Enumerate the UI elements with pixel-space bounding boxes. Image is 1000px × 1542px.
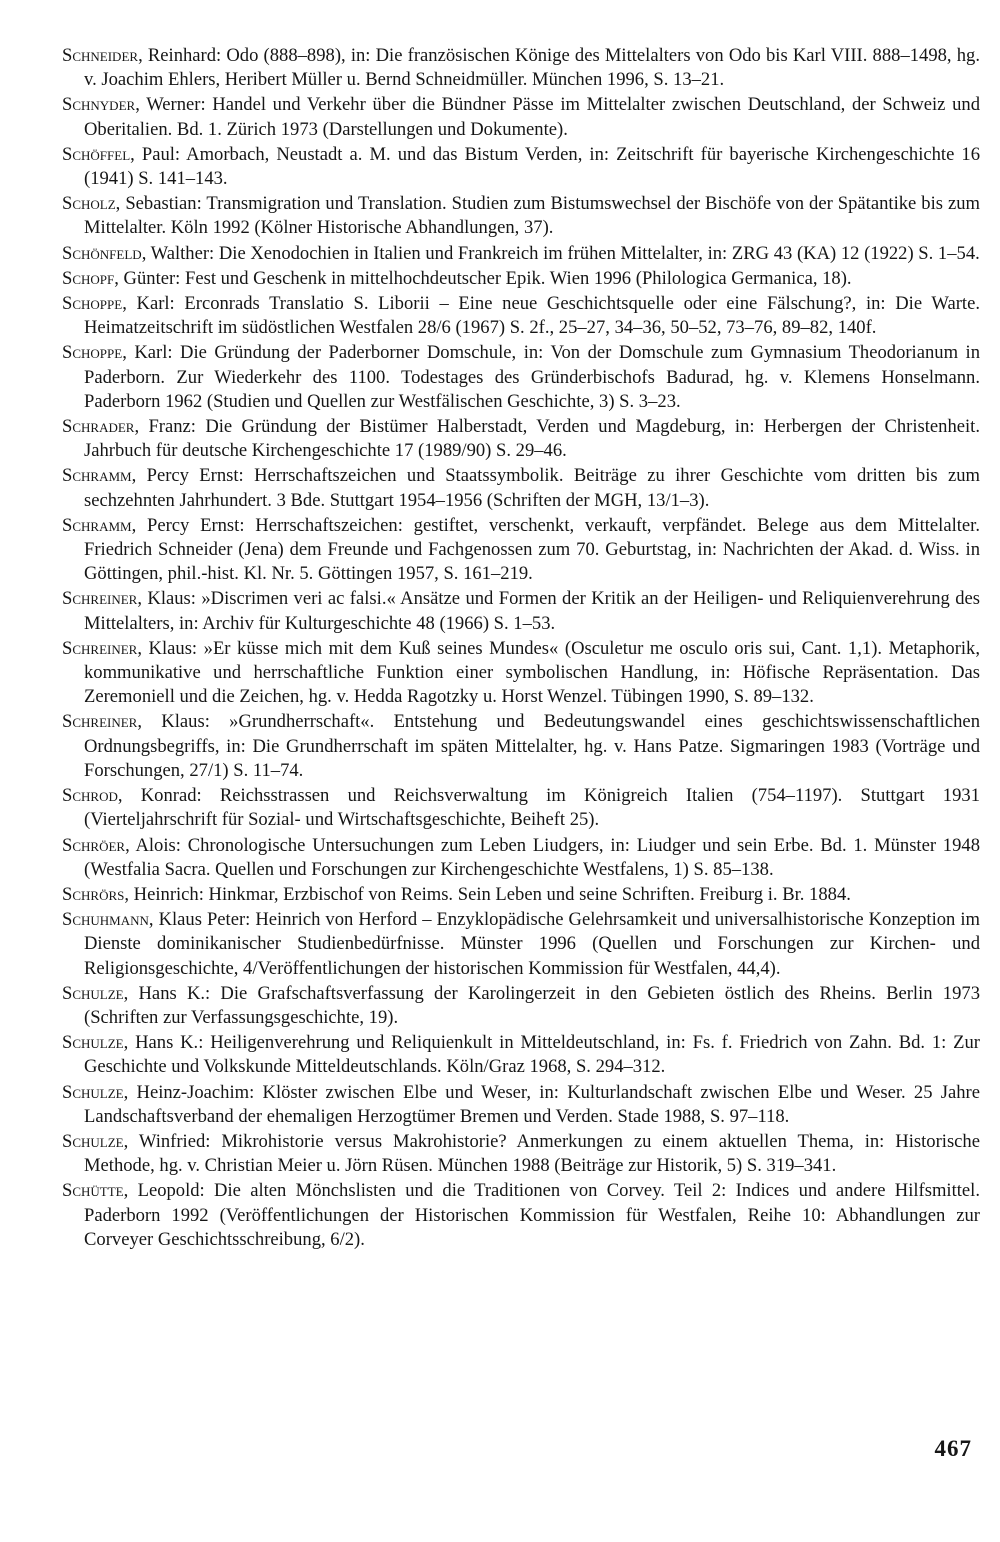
bibliography-entry: [62, 267, 980, 291]
entry-author: Schoppe: [62, 342, 123, 364]
entry-text: , Klaus Peter: Heinrich von Herford – Enzyklopädische Gelehrsamkeit und universalhistorische Konzeption im Dienste dominikanischer Studienbedürfnisse. Münster 1996 (Quellen und Forschungen zur Kirchen- und Religionsgeschichte, 4/Veröffentlichungen der historischen Kommission für Westfalen, 44,4).: [84, 909, 980, 979]
entry-author: Schneider: [62, 45, 139, 66]
entry-author: Schoppe: [62, 293, 123, 315]
entry-author: Schreiner: [62, 588, 138, 610]
entry-text: , Franz: Die Gründung der Bistümer Halberstadt, Verden und Magdeburg, in: Herbergen der Christenheit. Jahrbuch für deutsche Kirchengeschichte 17 (1989/90) S. 29–46.: [84, 416, 980, 462]
entry-author: Schöffel: [62, 143, 131, 165]
bibliography-entry: [62, 292, 980, 340]
bibliography-entry: [62, 1081, 980, 1129]
bibliography-entry: [62, 514, 980, 587]
entry-text: , Hans K.: Heiligenverehrung und Reliquienkult in Mitteldeutschland, in: Fs. f. Friedrich von Zahn. Bd. 1: Zur Geschichte und Volkskunde Mitteldeutschlands. Köln/Graz 1968, S. 294–312.: [84, 1032, 980, 1078]
entry-author: Schuhmann: [62, 909, 149, 931]
bibliography-entry: [62, 1179, 980, 1252]
entry-text: , Günter: Fest und Geschenk in mittelhochdeutscher Epik. Wien 1996 (Philologica Germanica, 18).: [114, 267, 852, 289]
entry-text: , Sebastian: Transmigration und Translation. Studien zum Bistumswechsel der Bischöfe von der Spätantike bis zum Mittelalter. Köln 1992 (Kölner Historische Abhandlungen, 37).: [84, 193, 980, 239]
bibliography-entry: [62, 784, 980, 832]
entry-text: , Walther: Die Xenodochien in Italien und Frankreich im frühen Mittelalter, in: ZRG 43 (KA) 12 (1922) S. 1–54.: [141, 242, 980, 264]
bibliography-entry: [62, 587, 980, 635]
page-number: 467: [934, 1436, 972, 1461]
entry-text: , Alois: Chronologische Untersuchungen zum Leben Liudgers, in: Liudger und sein Erbe. Bd. 1. Münster 1948 (Westfalia Sacra. Quellen und Forschungen zur Kirchengeschichte Westfalens, 1) S. 85–138.: [84, 834, 980, 880]
entry-text: , Klaus: »Er küsse mich mit dem Kuß seines Mundes« (Osculetur me osculo oris sui, Cant. 1,1). Metaphorik, kommunikative und herrschaftliche Funktion einer symbolischen Handlung, in: Höfische Repräsentation. Das Zeremoniell und die Zeichen, hg. v. Hedda Ragotzky u. Horst Wenzel. Tübingen 1990, S. 89–132.: [84, 637, 980, 708]
entry-text: , Klaus: »Discrimen veri ac falsi.« Ansätze und Formen der Kritik an der Heiligen- und Reliquienverehrung des Mittelalters, in: Archiv für Kulturgeschichte 48 (1966) S. 1–53.: [84, 588, 980, 634]
entry-author: Schrader: [62, 416, 135, 438]
bibliography-entry: [62, 341, 980, 414]
bibliography-list: [62, 44, 980, 1252]
entry-author: Schönfeld: [62, 242, 142, 264]
entry-author: Schulze: [62, 982, 124, 1004]
entry-text: , Reinhard: Odo (888–898), in: Die französischen Könige des Mittelalters von Odo bis Karl VIII. 888–1498, hg. v. Joachim Ehlers, Heribert Müller u. Bernd Schneidmüller. München 1996, S. 13–21.: [84, 45, 980, 91]
entry-text: , Werner: Handel und Verkehr über die Bündner Pässe im Mittelalter zwischen Deutschland, der Schweiz und Oberitalien. Bd. 1. Zürich 1973 (Darstellungen und Dokumente).: [84, 94, 980, 140]
entry-text: , Hans K.: Die Grafschaftsverfassung der Karolingerzeit in den Gebieten östlich des Rheins. Berlin 1973 (Schriften zur Verfassungsgeschichte, 19).: [84, 982, 980, 1028]
entry-author: Schnyder: [62, 94, 136, 116]
entry-text: , Klaus: »Grundherrschaft«. Entstehung und Bedeutungswandel eines geschichtswissenschaftlichen Ordnungsbegriffs, in: Die Grundherrschaft im späten Mittelalter, hg. v. Hans Patze. Sigmaringen 1983 (Vorträge und Forschungen, 27/1) S. 11–74.: [84, 711, 980, 781]
entry-author: Schulze: [62, 1130, 124, 1152]
bibliography-entry: [62, 464, 980, 512]
entry-author: Schrod: [62, 785, 118, 807]
entry-text: , Heinz-Joachim: Klöster zwischen Elbe und Weser, in: Kulturlandschaft zwischen Elbe und Weser. 25 Jahre Landschaftsverband der ehemaligen Herzogtümer Bremen und Verden. Stade 1988, S. 97–118.: [84, 1081, 980, 1127]
entry-text: , Winfried: Mikrohistorie versus Makrohistorie? Anmerkungen zu einem aktuellen Thema, in: Historische Methode, hg. v. Christian Meier u. Jörn Rüsen. München 1988 (Beiträge zur Historik, 5) S. 319–341.: [84, 1130, 980, 1177]
entry-author: Scholz: [62, 193, 116, 215]
entry-text: , Karl: Erconrads Translatio S. Liborii – Eine neue Geschichtsquelle oder eine Fälschung?, in: Die Warte. Heimatzeitschrift im südöstlichen Westfalen 28/6 (1967) S. 2f., 25–27, 34–36, 50–52, 73–76, 89–82, 140f.: [84, 293, 980, 339]
bibliography-entry: [62, 982, 980, 1030]
entry-text: , Percy Ernst: Herrschaftszeichen und Staatssymbolik. Beiträge zu ihrer Geschichte vom dritten bis zum sechzehnten Jahrhundert. 3 Bde. Stuttgart 1954–1956 (Schriften der MGH, 13/1–3).: [84, 465, 980, 511]
entry-text: , Heinrich: Hinkmar, Erzbischof von Reims. Sein Leben und seine Schriften. Freiburg i. Br. 1884.: [124, 883, 851, 905]
entry-author: Schrörs: [62, 883, 125, 905]
entry-author: Schütte: [62, 1180, 124, 1202]
bibliography-entry: [62, 908, 980, 981]
bibliography-entry: [62, 143, 980, 191]
bibliography-entry: [62, 44, 980, 92]
entry-text: , Percy Ernst: Herrschaftszeichen: gestiftet, verschenkt, verkauft, verpfändet. Belege aus dem Mittelalter. Friedrich Schneider (Jena) dem Freunde und Fachgenossen zum 70. Geburtstag, in: Nachrichten der Akad. d. Wiss. in Göttingen, phil.-hist. Kl. Nr. 5. Göttingen 1957, S. 161–219.: [84, 514, 980, 585]
entry-author: Schulze: [62, 1032, 124, 1054]
entry-text: , Leopold: Die alten Mönchslisten und die Traditionen von Corvey. Teil 2: Indices und andere Hilfsmittel. Paderborn 1992 (Veröffentlichungen der Historischen Kommission für Westfalen, Reihe 10: Abhandlungen zur Corveyer Geschichtsschreibung, 6/2).: [84, 1180, 980, 1250]
bibliography-entry: [62, 710, 980, 783]
bibliography-entry: [62, 1130, 980, 1178]
bibliography-entry: [62, 834, 980, 882]
bibliography-entry: [62, 637, 980, 710]
entry-author: Schreiner: [62, 711, 138, 733]
entry-text: , Paul: Amorbach, Neustadt a. M. und das Bistum Verden, in: Zeitschrift für bayerische Kirchengeschichte 16 (1941) S. 141–143.: [84, 143, 980, 190]
entry-author: Schröer: [62, 834, 126, 856]
entry-author: Schreiner: [62, 637, 138, 659]
entry-author: Schopf: [62, 267, 115, 289]
entry-author: Schramm: [62, 465, 132, 487]
bibliography-entry: [62, 415, 980, 463]
bibliography-entry: [62, 883, 980, 907]
entry-author: Schramm: [62, 514, 132, 536]
entry-author: Schulze: [62, 1081, 124, 1103]
entry-text: , Konrad: Reichsstrassen und Reichsverwaltung im Königreich Italien (754–1197). Stuttgart 1931 (Vierteljahrschrift für Sozial- und Wirtschaftsgeschichte, Beiheft 25).: [84, 785, 980, 831]
bibliography-entry: [62, 242, 980, 266]
entry-text: , Karl: Die Gründung der Paderborner Domschule, in: Von der Domschule zum Gymnasium Theodorianum in Paderborn. Zur Wiederkehr des 1100. Todestages des Gründerbischofs Badurad, hg. v. Klemens Honselmann. Paderborn 1962 (Studien und Quellen zur Westfälischen Geschichte, 3) S. 3–23.: [84, 342, 980, 412]
bibliography-entry: [62, 192, 980, 240]
bibliography-entry: [62, 1031, 980, 1079]
bibliography-entry: [62, 93, 980, 141]
